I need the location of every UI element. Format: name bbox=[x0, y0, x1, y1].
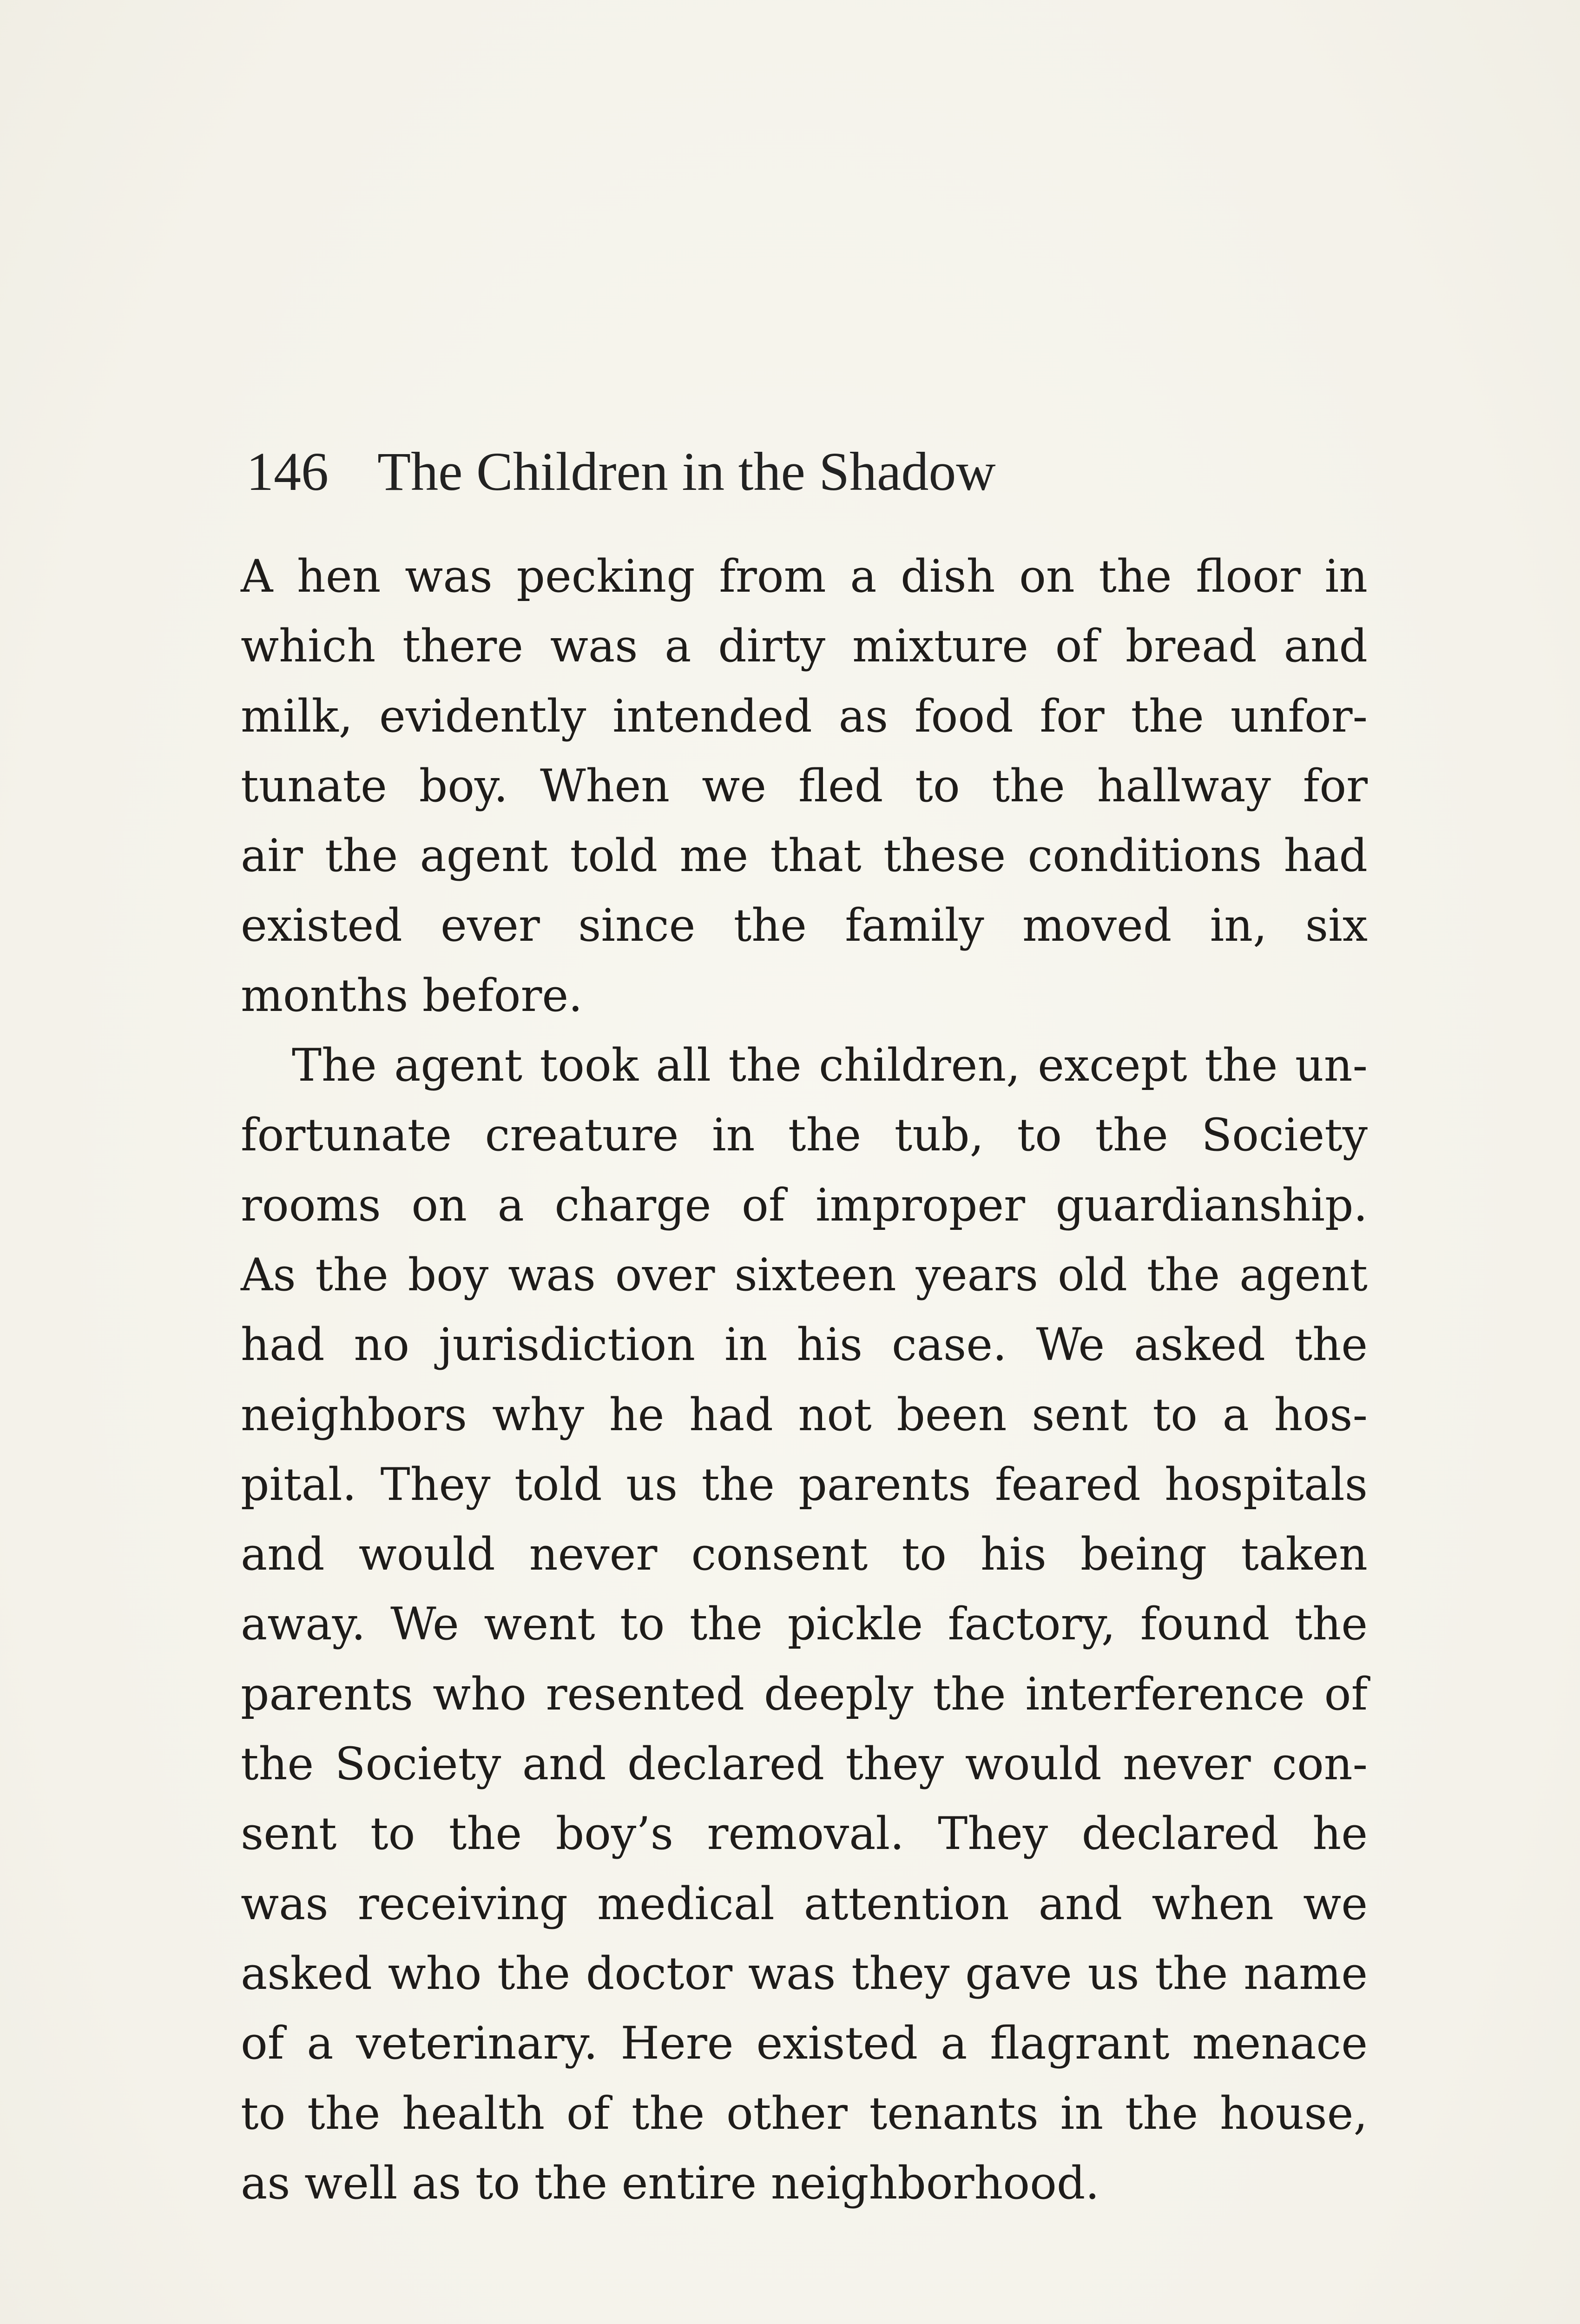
text-line: and would never consent to his being taken bbox=[241, 1528, 1368, 1581]
text-line: away. We went to the pickle factory, found the bbox=[241, 1598, 1368, 1651]
text-line: air the agent told me that these conditions had bbox=[241, 830, 1368, 882]
text-line: As the boy was over sixteen years old the agent bbox=[241, 1248, 1368, 1301]
text-line: The agent took all the children, except the un- bbox=[292, 1039, 1368, 1092]
text-line: as well as to the entire neighborhood. bbox=[241, 2157, 1099, 2209]
text-line: asked who the doctor was they gave us the name bbox=[241, 1947, 1368, 2000]
text-line: milk, evidently intended as food for the unfor- bbox=[241, 690, 1368, 742]
text-line: of a veterinary. Here existed a flagrant menace bbox=[241, 2017, 1368, 2070]
text-line: sent to the boy’s removal. They declared he bbox=[241, 1808, 1368, 1860]
text-line: pital. They told us the parents feared hospitals bbox=[241, 1458, 1368, 1511]
text-line: neighbors why he had not been sent to a hos- bbox=[241, 1388, 1368, 1441]
running-head bbox=[246, 439, 1371, 504]
page-number: 146 bbox=[246, 441, 329, 502]
text-line: parents who resented deeply the interference of bbox=[241, 1668, 1368, 1720]
text-line: which there was a dirty mixture of bread and bbox=[241, 620, 1368, 673]
text-line: A hen was pecking from a dish on the floor in bbox=[241, 550, 1368, 602]
running-title: The Children in the Shadow bbox=[377, 441, 996, 502]
text-line: to the health of the other tenants in the house, bbox=[241, 2087, 1368, 2139]
text-line: had no jurisdiction in his case. We asked the bbox=[241, 1319, 1368, 1371]
text-line: months before. bbox=[241, 969, 583, 1022]
body-text bbox=[241, 541, 1368, 2218]
text-line: the Society and declared they would never con- bbox=[241, 1738, 1368, 1790]
text-line: tunate boy. When we fled to the hallway for bbox=[241, 759, 1368, 812]
text-line: was receiving medical attention and when we bbox=[241, 1877, 1368, 1930]
text-line: rooms on a charge of improper guardianship. bbox=[241, 1179, 1368, 1231]
text-line: existed ever since the family moved in, six bbox=[241, 899, 1368, 952]
text-line: fortunate creature in the tub, to the Society bbox=[241, 1109, 1368, 1162]
